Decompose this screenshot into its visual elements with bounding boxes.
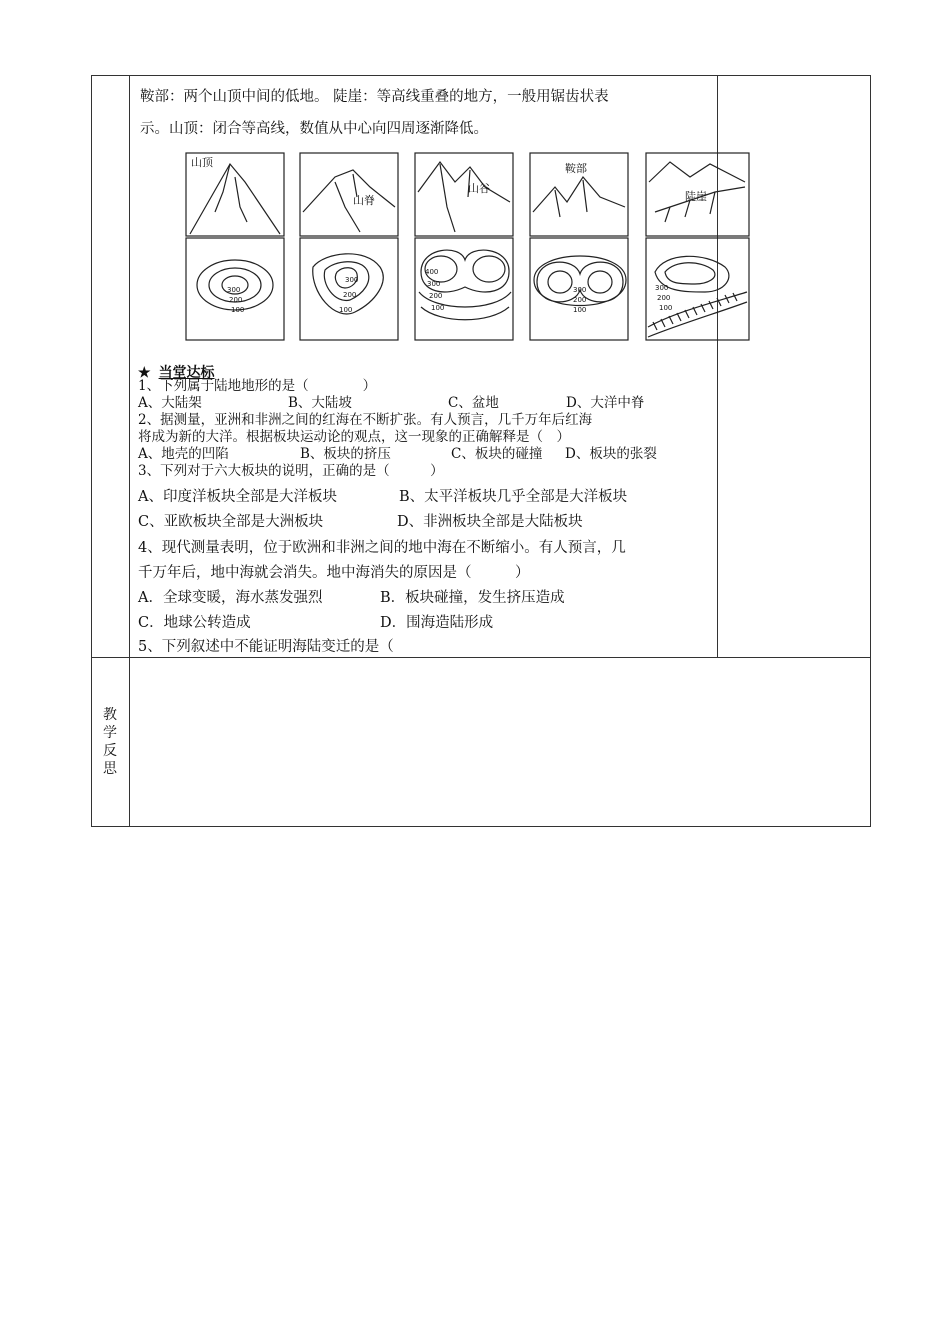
contour-label: 100 [573,306,587,314]
contour-label: 200 [229,296,243,304]
question-1-option-c: C、盆地 [448,395,499,411]
question-3-option-d: D、非洲板块全部是大陆板块 [397,514,583,530]
question-3-option-c: C、亚欧板块全部是大洲板块 [138,514,324,530]
star-icon: ★ [138,365,151,381]
panel-label-saddle: 鞍部 [565,162,587,175]
contour-label: 400 [425,268,439,276]
question-4-option-c: C．地球公转造成 [138,615,251,631]
landform-contour-figure [185,152,751,342]
contour-label: 300 [427,280,441,288]
contour-label: 100 [339,306,353,314]
contour-label: 200 [343,291,357,299]
question-1-option-d: D、大洋中脊 [566,395,645,411]
panel-label-peak: 山顶 [191,156,213,169]
question-2-option-d: D、板块的张裂 [565,446,657,462]
question-3-option-a: A、印度洋板块全部是大洋板块 [138,489,337,505]
contour-label: 300 [227,286,241,294]
table-divider-left [129,75,130,827]
question-5-stem: 5、下列叙述中不能证明海陆变迁的是（ [138,639,394,655]
panel-label-valley: 山谷 [468,182,490,195]
question-2-option-b: B、板块的挤压 [300,446,391,462]
question-4-option-b: B．板块碰撞，发生挤压造成 [380,590,565,606]
contour-label: 300 [345,276,359,284]
question-1-option-a: A、大陆架 [138,395,202,411]
question-1-option-b: B、大陆坡 [288,395,352,411]
question-4-option-d: D．围海造陆形成 [380,615,494,631]
question-1-stem: 1、下列属于陆地地形的是（ ） [138,378,377,394]
contour-label: 200 [657,294,671,302]
contour-label: 100 [659,304,673,312]
definition-line-2: 示。山顶：闭合等高线，数值从中心向四周逐渐降低。 [140,121,488,137]
question-3-option-b: B、太平洋板块几乎全部是大洋板块 [399,489,628,505]
contour-label: 100 [431,304,445,312]
question-4-stem-2: 千万年后，地中海就会消失。地中海消失的原因是（ ） [138,565,530,581]
question-2-stem-1: 2、据测量，亚洲和非洲之间的红海在不断扩张。有人预言，几千万年后红海 [138,412,593,428]
panel-label-ridge: 山脊 [353,194,375,207]
question-2-option-a: A、地壳的凹陷 [138,446,229,462]
contour-label: 300 [655,284,669,292]
section-title: 当堂达标 [158,365,215,381]
question-3-stem: 3、下列对于六大板块的说明，正确的是（ ） [138,463,444,479]
contour-label: 200 [429,292,443,300]
panel-label-cliff: 陡崖 [685,190,707,203]
definition-line-1: 鞍部：两个山顶中间的低地。 陡崖：等高线重叠的地方，一般用锯齿状表 [140,89,609,105]
contour-label: 200 [573,296,587,304]
question-2-option-c: C、板块的碰撞 [451,446,543,462]
question-4-option-a: A．全球变暖，海水蒸发强烈 [138,590,323,606]
question-2-stem-2: 将成为新的大洋。根据板块运动论的观点，这一现象的正确解释是（ ） [138,429,570,445]
contour-label: 300 [573,286,587,294]
contour-label: 100 [231,306,245,314]
question-4-stem-1: 4、现代测量表明，位于欧洲和非洲之间的地中海在不断缩小。有人预言，几 [138,540,626,556]
reflection-label: 教学反思 [103,707,117,777]
